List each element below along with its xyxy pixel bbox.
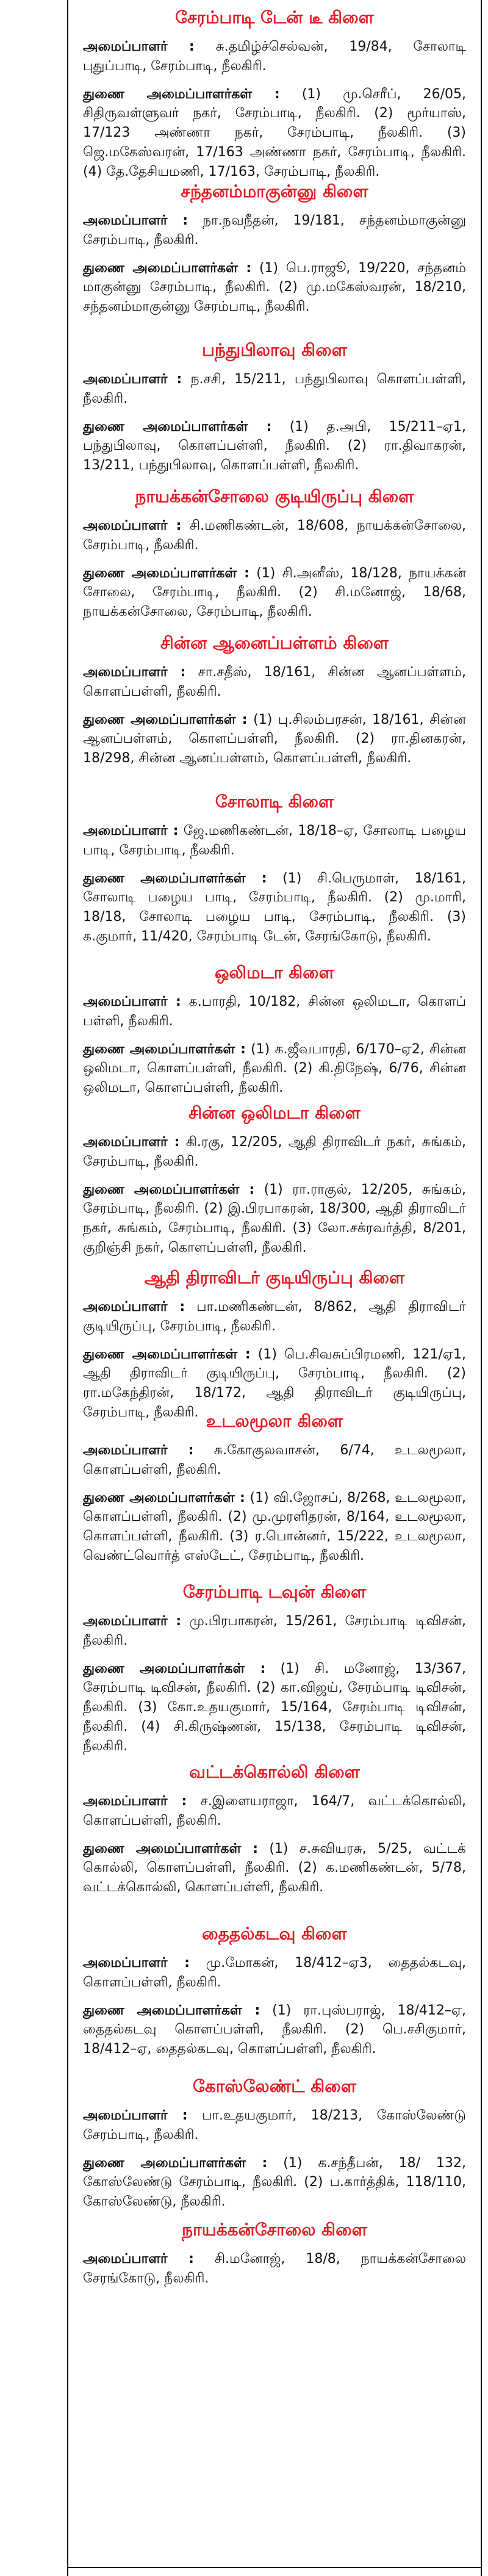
deputy-label: துணை அமைப்பாளர்கள் : <box>83 419 272 435</box>
secretary-text: ச.இளையராஜா, 164/7, வட்டக்கொல்லி, கொளப்பள்ளி, நீலகிரி. <box>83 1793 466 1828</box>
deputy-entry <box>83 85 466 182</box>
branch-section <box>83 1916 466 2059</box>
deputy-text: (1) க.ஜீவபாரதி, 6/170–ஏ2, சின்ன ஒலிமடா, கொளப்பள்ளி, நீலகிரி. (2) கி.திநேஷ், 6/76, சின்ன ஒலிமடா, கொளப்பள்ளி, நீலகிரி. <box>83 1041 467 1096</box>
branch-section <box>83 1755 466 1897</box>
deputy-text: (1) சி.பெருமாள், 18/161, சோலாடி பழைய பாடி, சேரம்பாடி, நீலகிரி. (2) மு.மாரி, 18/18, சோலாடி பழைய பாடி, சேரம்பாடி, நீலகிரி. (3) க.குமார், 11/420, சேரம்பாடி டேன், சேரங்கோடு, நீலகிரி. <box>83 870 466 945</box>
branch-section <box>83 2212 466 2289</box>
branch-section <box>83 2069 466 2212</box>
secretary-text: மு.மோகன், 18/412–ஏ3, தைதல்கடவு, கொளப்பள்ளி, நீலகிரி. <box>83 1955 467 1990</box>
deputy-text: (1) பு.சிலம்பரசன், 18/161, சின்ன ஆனப்பள்ளம், கொளப்பள்ளி, நீலகிரி. (2) ரா.தினகரன், 18/298, சின்ன ஆனப்பள்ளம், கொளப்பள்ளி, நீலகிரி. <box>83 712 466 767</box>
secretary-label: அமைப்பாளர் : <box>83 2251 194 2267</box>
deputy-label: துணை அமைப்பாளர்கள் : <box>83 86 280 102</box>
secretary-entry <box>83 2249 466 2289</box>
secretary-label: அமைப்பாளர் : <box>83 823 179 839</box>
secretary-text: கி.ரகு, 12/205, ஆதி திராவிடர் நகர், சுங்கம், சேரம்பாடி, நீலகிரி. <box>83 1134 466 1169</box>
deputy-entry <box>83 1839 466 1898</box>
secretary-entry <box>83 516 466 555</box>
secretary-text: சி.மனோஜ், 18/8, நாயக்கன்சோலை சேரங்கோடு, நீலகிரி. <box>83 2251 466 2286</box>
branch-title: வட்டக்கொல்லி கிளை <box>189 1762 360 1782</box>
deputy-text: (1) ரா.ராகுல், 12/205, சுங்கம், சேரம்பாடி, நீலகிரி. (2) இ.பிரபாகரன், 18/300, ஆதி திராவிடர் நகர், சுங்கம், சேரம்பாடி, நீலகிரி. (3) லோ.சக்ரவர்த்தி, 8/201, குறிஞ்சி நகர், கொளப்பள்ளி, நீலகிரி. <box>83 1182 466 1256</box>
branch-title: உடலமூலா கிளை <box>206 1411 343 1431</box>
deputy-entry <box>83 1659 466 1756</box>
secretary-entry <box>83 1612 466 1651</box>
branch-section <box>83 955 466 1098</box>
secretary-entry <box>83 1441 466 1480</box>
deputy-text: (1) பெ.ராஜூ, 19/220, சந்தனம் மாகுன்னு சேரம்பாடி, நீலகிரி. (2) மு.மகேஸ்வரன், 18/210, சந்தனம்மாகுன்னு சேரம்பாடி, நீலகிரி. <box>83 260 467 315</box>
secretary-label: அமைப்பாளர் : <box>83 1299 185 1315</box>
branch-title: தைதல்கடவு கிளை <box>202 1924 347 1944</box>
secretary-entry <box>83 1133 466 1172</box>
deputy-entry <box>83 869 466 947</box>
secretary-text: பா.மணிகண்டன், 8/862, ஆதி திராவிடர் குடியிருப்பு, சேரம்பாடி, நீலகிரி. <box>83 1299 466 1334</box>
branch-title: ஒலிமடா கிளை <box>215 962 334 983</box>
secretary-label: அமைப்பாளர் : <box>83 38 195 54</box>
bottom-rule <box>67 2567 482 2568</box>
secretary-entry <box>83 663 466 702</box>
secretary-label: அமைப்பாளர் : <box>83 1793 187 1809</box>
secretary-entry <box>83 1792 466 1831</box>
branch-title: நாயக்கன்சோலை கிளை <box>182 2220 367 2240</box>
deputy-entry <box>83 1040 466 1099</box>
deputy-label: துணை அமைப்பாளர்கள் : <box>83 565 249 581</box>
secretary-label: அமைப்பாளர் : <box>83 371 182 387</box>
secretary-text: சா.சதீஸ், 18/161, சின்ன ஆனப்பள்ளம், கொளப்பள்ளி, நீலகிரி. <box>83 664 467 699</box>
branch-title: சின்ன ஒலிமடா கிளை <box>188 1103 361 1123</box>
secretary-label: அமைப்பாளர் : <box>83 518 182 533</box>
branch-section <box>83 1095 466 1258</box>
branch-title: சேரம்பாடி டவுன் கிளை <box>182 1582 367 1602</box>
secretary-label: அமைப்பாளர் : <box>83 1955 190 1971</box>
secretary-text: சி.மணிகண்டன், 18/608, நாயக்கன்சோலை, சேரம்பாடி, நீலகிரி. <box>83 518 467 553</box>
deputy-entry <box>83 2001 466 2060</box>
deputy-label: துணை அமைப்பாளர்கள் : <box>83 1041 246 1057</box>
deputy-entry <box>83 564 466 622</box>
secretary-entry <box>83 1954 466 1993</box>
branch-section <box>83 1575 466 1756</box>
branch-section <box>83 174 466 317</box>
secretary-entry <box>83 1297 466 1337</box>
deputy-entry <box>83 417 466 476</box>
deputy-text: (1) மு.செரீப், 26/05, சிதிருவள்ளுவர் நகர், சேரம்பாடி, நீலகிரி. (2) மூர்யாஸ், 17/123 அண்ணா நகர், சேரம்பாடி, நீலகிரி. (3) ஜெ.மகேஸ்வரன், 17/163 அண்ணா நகர், சேரம்பாடி, நீலகிரி. (4) தே.தேசியமணி, 17/163, சேரம்பாடி, நீலகிரி. <box>83 86 467 180</box>
secretary-text: மு.பிரபாகரன், 15/261, சேரம்பாடி டிவிசன், நீலகிரி. <box>83 1613 467 1648</box>
deputy-label: துணை அமைப்பாளர்கள் : <box>83 712 248 727</box>
secretary-entry <box>83 992 466 1031</box>
deputy-entry <box>83 1180 466 1258</box>
secretary-text: சு.கோகுலவாசன், 6/74, உடலமூலா, கொளப்பள்ளி, நீலகிரி. <box>83 1442 467 1477</box>
branch-title: சேரம்பாடி டேன் டீ கிளை <box>175 7 374 27</box>
branch-title: சந்தனம்மாகுன்னு கிளை <box>181 181 368 201</box>
deputy-entry <box>83 2154 466 2212</box>
deputy-label: துணை அமைப்பாளர்கள் : <box>83 2155 268 2171</box>
branch-section <box>83 0 466 182</box>
deputy-label: துணை அமைப்பாளர்கள் : <box>83 1182 255 1197</box>
secretary-entry <box>83 37 466 76</box>
secretary-text: பா.உதயகுமார், 18/213, கோஸ்லேண்டு சேரம்பாடி, நீலகிரி. <box>83 2107 467 2143</box>
deputy-entry <box>83 1488 466 1567</box>
deputy-text: (1) க.சந்தீபன், 18/ 132, கோஸ்லேண்டு சேரம்பாடி, நீலகிரி. (2) ப.கார்த்திக், 118/110, கோஸ்லேண்டு, நீலகிரி. <box>83 2155 466 2210</box>
deputy-text: (1) சி.அனீஸ், 18/128, நாயக்கன் சோலை, சேரம்பாடி, நீலகிரி. (2) சி.மனோஜ், 18/68, நாயக்கன்சோலை, சேரம்பாடி, நீலகிரி. <box>83 565 466 620</box>
deputy-entry <box>83 710 466 769</box>
deputy-label: துணை அமைப்பாளர்கள் : <box>83 1490 245 1506</box>
secretary-label: அமைப்பாளர் : <box>83 994 181 1009</box>
branch-title: நாயக்கன்சோலை குடியிருப்பு கிளை <box>135 486 414 507</box>
branch-section <box>83 784 466 947</box>
secretary-entry <box>83 211 466 250</box>
deputy-label: துணை அமைப்பாளர்கள் : <box>83 260 252 276</box>
secretary-entry <box>83 370 466 409</box>
deputy-text: (1) த.அபி, 15/211–ஏ1, பந்துபிலாவு, கொளப்பள்ளி, நீலகிரி. (2) ரா.திவாகரன், 13/211, பந்துபிலாவு, கொளப்பள்ளி, நீலகிரி. <box>83 419 467 474</box>
secretary-label: அமைப்பாளர் : <box>83 1134 180 1150</box>
deputy-entry <box>83 259 466 317</box>
branch-title: சின்ன ஆனைப்பள்ளம் கிளை <box>160 633 389 653</box>
deputy-label: துணை அமைப்பாளர்கள் : <box>83 1661 266 1676</box>
secretary-entry <box>83 2106 466 2145</box>
branch-title: பந்துபிலாவு கிளை <box>202 340 347 360</box>
secretary-text: ஜே.மணிகண்டன், 18/18–ஏ, சோலாடி பழைய பாடி, சேரம்பாடி, நீலகிரி. <box>83 823 466 858</box>
branch-section <box>83 479 466 622</box>
deputy-label: துணை அமைப்பாளர்கள் : <box>83 1841 259 1856</box>
secretary-label: அமைப்பாளர் : <box>83 1613 182 1629</box>
deputy-text: (1) பெ.சிவசுப்பிரமணி, 121/ஏ1, ஆதி திராவிடர் குடியிருப்பு, சேரம்பாடி, நீலகிரி. (2) ரா.மகேந்திரன், 18/172, ஆதி திராவிடர் குடியிருப்பு, சேரம்பாடி, நீலகிரி. <box>83 1346 466 1421</box>
secretary-label: அமைப்பாளர் : <box>83 212 188 228</box>
deputy-text: (1) வி.ஜோசப், 8/268, உடலமூலா, கொளப்பள்ளி, நீலகிரி. (2) மு.முரளிதரன், 8/164, உடலமூலா, கொளப்பள்ளி, நீலகிரி. (3) ர.பொன்னர், 15/222, உடலமூலா, வெண்ட்வொர்த் எஸ்டேட், சேரம்பாடி, நீலகிரி. <box>83 1490 467 1564</box>
deputy-text: (1) ச.சுவியரசு, 5/25, வட்டக் கொல்லி, கொளப்பள்ளி, நீலகிரி. (2) க.மணிகண்டன், 5/78, வட்டக்கொல்லி, கொளப்பள்ளி, நீலகிரி. <box>83 1841 466 1896</box>
branch-title: கோஸ்லேண்ட் கிளை <box>193 2076 356 2096</box>
deputy-label: துணை அமைப்பாளர்கள் : <box>83 1346 251 1362</box>
secretary-text: சு.தமிழ்ச்செல்வன், 19/84, சோலாடி புதுப்பாடி, சேரம்பாடி, நீலகிரி. <box>83 38 466 74</box>
branch-section <box>83 1260 466 1423</box>
secretary-text: ந.சசி, 15/211, பந்துபிலாவு கொளப்பள்ளி, நீலகிரி. <box>83 371 466 406</box>
secretary-label: அமைப்பாளர் : <box>83 1442 194 1458</box>
secretary-label: அமைப்பாளர் : <box>83 664 186 680</box>
branch-section <box>83 1404 466 1566</box>
branch-section <box>83 333 466 475</box>
deputy-text: (1) ரா.புஸ்பராஜ், 18/412–ஏ, தைதல்கடவு கொளப்பள்ளி, நீலகிரி. (2) பெ.சசிகுமார், 18/412–ஏ, தைதல்கடவு, கொளப்பள்ளி, நீலகிரி. <box>83 2002 467 2057</box>
secretary-text: க.பாரதி, 10/182, சின்ன ஒலிமடா, கொளப் பள்ளி, நீலகிரி. <box>83 994 467 1029</box>
deputy-label: துணை அமைப்பாளர்கள் : <box>83 2002 260 2018</box>
deputy-label: துணை அமைப்பாளர்கள் : <box>83 870 267 886</box>
branch-title: ஆதி திராவிடர் குடியிருப்பு கிளை <box>144 1268 405 1288</box>
secretary-label: அமைப்பாளர் : <box>83 2107 188 2123</box>
branch-title: சோலாடி கிளை <box>215 792 334 812</box>
deputy-text: (1) சி. மனோஜ், 13/367, சேரம்பாடி டிவிசன், நீலகிரி. (2) கா.விஜய், சேரம்பாடி டிவிசன், நீலகிரி. (3) கோ.உதயகுமார், 15/164, சேரம்பாடி டிவிசன், நீலகிரி. (4) சி.கிருஷ்ணன், 15/138, சேரம்பாடி டிவிசன், நீலகிரி. <box>83 1661 467 1755</box>
document-column <box>67 0 482 2576</box>
secretary-text: நா.நவநீதன், 19/181, சந்தனம்மாகுன்னு சேரம்பாடி, நீலகிரி. <box>83 212 466 248</box>
secretary-entry <box>83 821 466 860</box>
branch-section <box>83 626 466 768</box>
